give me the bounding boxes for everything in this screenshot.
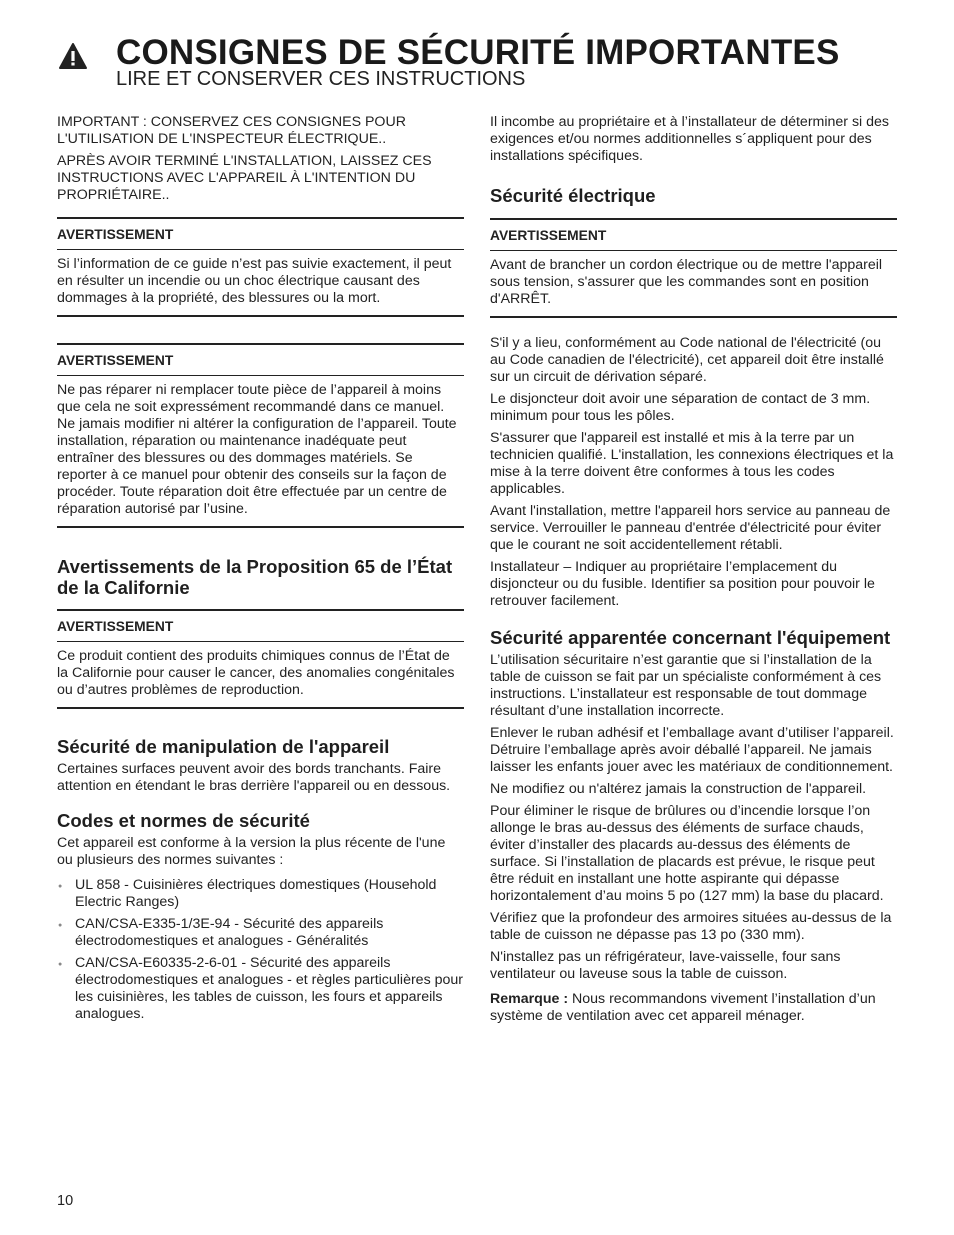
list-item: ● CAN/CSA-E335-1/3E-94 - Sécurité des appareils électrodomestiques et analogues - Généralités: [57, 916, 464, 950]
note: [490, 991, 897, 1025]
divider: [57, 375, 464, 376]
divider: [490, 316, 897, 318]
divider: [57, 315, 464, 317]
warning-label: AVERTISSEMENT: [57, 227, 174, 242]
page-title: CONSIGNES DE SÉCURITÉ IMPORTANTES: [116, 33, 840, 72]
section-heading-prop65: Avertissements de la Proposition 65 de l’État de la Californie: [57, 556, 453, 598]
divider: [490, 218, 897, 220]
divider: [57, 707, 464, 709]
divider: [57, 217, 464, 219]
warning-label: AVERTISSEMENT: [490, 228, 607, 243]
note-text: Nous recommandons vivement l’installation d’un système de ventilation avec cet appareil ménager.: [490, 991, 876, 1024]
equipment-paragraph: Ne modifiez ou n'altérez jamais la construction de l'appareil.: [490, 781, 867, 797]
intro-after-install: APRÈS AVOIR TERMINÉ L'INSTALLATION, LAISSEZ CES INSTRUCTIONS AVEC L'APPAREIL À L'INTENTION DU PROPRIÉTAIRE..: [57, 153, 432, 203]
page-number: 10: [57, 1193, 74, 1209]
divider: [57, 526, 464, 528]
warning-text-power: Avant de brancher un cordon électrique ou de mettre l'appareil sous tension, s'assurer que les commandes sont en position d'ARRÊT.: [490, 257, 883, 307]
page-subtitle: LIRE ET CONSERVER CES INSTRUCTIONS: [116, 68, 526, 90]
electrical-paragraph: Le disjoncteur doit avoir une séparation de contact de 3 mm. minimum pour tous les pôles.: [490, 391, 871, 424]
note-label: Remarque :: [490, 991, 569, 1007]
warning-text-fire: Si l’information de ce guide n’est pas suivie exactement, il peut en résulter un incendie ou un choc électrique causant des dommages à la propriété, des blessures ou la mort.: [57, 256, 452, 306]
equipment-paragraph: Enlever le ruban adhésif et l’emballage avant d’utiliser l’appareil. Détruire l’emballage après avoir déballé l’appareil. Ne jamais laisser les enfants jouer avec les matériaux de conditionnement.: [490, 725, 894, 775]
codes-text: Cet appareil est conforme à la version la plus récente de l'une ou plusieurs des normes suivantes :: [57, 835, 446, 868]
warning-label: AVERTISSEMENT: [57, 353, 174, 368]
right-column: [490, 114, 897, 1030]
section-heading-codes: Codes et normes de sécurité: [57, 810, 310, 831]
equipment-paragraph: N'installez pas un réfrigérateur, lave-vaisselle, four sans ventilateur ou laveuse sous la table de cuisson.: [490, 949, 841, 982]
standards-list: [57, 877, 464, 1023]
warning-text-prop65: Ce produit contient des produits chimiques connus de l’État de la Californie pour causer le cancer, des anomalies congénitales ou d’autres problèmes de reproduction.: [57, 648, 455, 698]
left-column: [57, 114, 464, 1028]
handling-text: Certaines surfaces peuvent avoir des bords tranchants. Faire attention en étendant le bras derrière l'appareil ou en dessous.: [57, 761, 451, 794]
divider: [57, 343, 464, 345]
equipment-paragraph: Pour éliminer le risque de brûlures ou d’incendie lorsque l’on allonge le bras au-dessus des éléments de surface chauds, éviter d’installer des placards au-dessus des éléments de surface. Si l’installation de placards est prévue, le risque peut être réduit en installant une hotte aspirante qui dépasse horizontalement d’au moins 5 po (127 mm) la base du placard.: [490, 803, 884, 904]
warning-label: AVERTISSEMENT: [57, 619, 174, 634]
equipment-paragraph: Vérifiez que la profondeur des armoires situées au-dessus de la table de cuisson ne dépasse pas 13 po (330 mm).: [490, 910, 892, 943]
divider: [490, 250, 897, 251]
equipment-paragraph: L’utilisation sécuritaire n’est garantie que si l’installation de la table de cuisson se fait par un spécialiste conformément à ces instructions. L’installateur est responsable de tout dommage résultant d’une installation incorrecte.: [490, 652, 882, 719]
list-item: ● UL 858 - Cuisinières électriques domestiques (Household Electric Ranges): [57, 877, 464, 911]
divider: [57, 641, 464, 642]
warning-triangle-icon: [58, 42, 88, 70]
electrical-paragraph: Avant l'installation, mettre l'appareil hors service au panneau de service. Verrouiller le panneau d'entrée d'électricité pour éviter que le courant ne soit accidentellement rétabli.: [490, 503, 891, 553]
warning-text-repair: Ne pas réparer ni remplacer toute pièce de l’appareil à moins que cela ne soit expressément recommandé dans ce manuel. Ne jamais modifier ni altérer la configuration de l’appareil. Toute installation, réparation ou maintenance inadéquate peut entraîner des blessures ou des dommages matériels. Se reporter à ce manuel pour obtenir des conseils sur la façon de procéder. Toute réparation doit être effectuée par un centre de réparation autorisé par l’usine.: [57, 382, 457, 517]
section-heading-handling: Sécurité de manipulation de l'appareil: [57, 736, 390, 757]
divider: [57, 249, 464, 250]
list-item: ● CAN/CSA-E60335-2-6-01 - Sécurité des appareils électrodomestiques et analogues - et règles particulières pour les cuisinières, les tables de cuisson, les fours et appareils analogues.: [57, 955, 464, 1023]
intro-important: IMPORTANT : CONSERVEZ CES CONSIGNES POUR L'UTILISATION DE L'INSPECTEUR ÉLECTRIQUE..: [57, 114, 406, 147]
divider: [57, 609, 464, 611]
section-heading-equipment: Sécurité apparentée concernant l'équipement: [490, 627, 891, 648]
electrical-paragraph: S'il y a lieu, conformément au Code national de l'électricité (ou au Code canadien de l'électricité), cet appareil doit être installé sur un circuit de dérivation séparé.: [490, 335, 884, 385]
section-heading-electrical: Sécurité électrique: [490, 185, 656, 206]
responsibility-text: Il incombe au propriétaire et à l’installateur de déterminer si des exigences et/ou normes additionnelles s´appliquent pour des installations spécifiques.: [490, 114, 890, 164]
electrical-paragraph: S'assurer que l'appareil est installé et mis à la terre par un technicien qualifié. L'installation, les connexions électriques et la mise à la terre doivent être conformes à tous les codes applicables.: [490, 430, 894, 497]
electrical-paragraph: Installateur – Indiquer au propriétaire l’emplacement du disjoncteur ou du fusible. Identifier sa position pour pouvoir le retrouver facilement.: [490, 559, 875, 609]
